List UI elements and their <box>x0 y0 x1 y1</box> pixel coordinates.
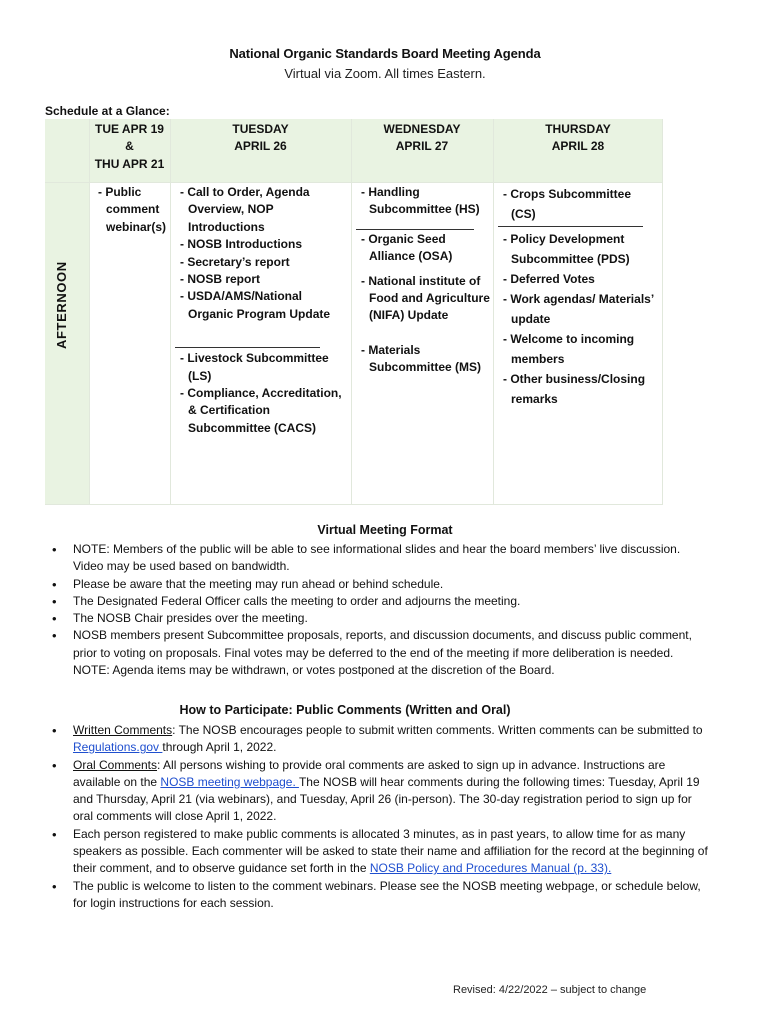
schedule-item: - Materials Subcommittee (MS) <box>361 342 482 375</box>
row-label-afternoon: AFTERNOON <box>54 261 69 349</box>
col3-content <box>498 184 658 409</box>
schedule-item: - Work agendas/ Materials’ update <box>503 292 654 326</box>
separator-line <box>356 229 474 230</box>
schedule-item: - National institute of Food and Agriculture (NIFA) Update <box>361 273 490 323</box>
list-item: • NOTE: Members of the public will be able to see informational slides and hear the board members’ live discussion. Video may be used based on bandwidth. <box>52 541 712 576</box>
schedule-label: Schedule at a Glance: <box>45 104 170 118</box>
table-divider <box>662 119 663 505</box>
col-header-wednesday <box>351 119 493 182</box>
row-label-cell <box>45 119 89 505</box>
separator-line <box>498 226 643 227</box>
col-header-tuesday <box>170 119 351 182</box>
schedule-item: - Deferred Votes <box>503 272 595 286</box>
list-item: • Please be aware that the meeting may run ahead or behind schedule. <box>52 576 712 593</box>
list-item: • The public is welcome to listen to the comment webinars. Please see the NOSB meeting webpage, or schedule below, for login instructions for each session. <box>52 878 712 913</box>
written-text-end: through April 1, 2022. <box>162 740 277 755</box>
table-divider <box>45 182 663 183</box>
col-header-line: THU APR 21 <box>94 156 165 171</box>
table-divider <box>45 504 663 505</box>
col0-content <box>93 184 168 236</box>
schedule-item: - Secretary’s report <box>180 254 290 269</box>
list-item: • The Designated Federal Officer calls the meeting to order and adjourns the meeting. <box>52 593 712 610</box>
col2-content <box>356 184 491 377</box>
schedule-item: - Organic Seed Alliance (OSA) <box>361 231 453 264</box>
oral-text: : All persons wishing to provide oral comments are asked to sign up in advance. Instructions are available on the <box>73 757 666 789</box>
col-header-line: TUESDAY <box>232 122 289 136</box>
schedule-item: - Policy Development Subcommittee (PDS) <box>503 232 630 266</box>
schedule-item: - NOSB Introductions <box>180 237 302 252</box>
page-title: National Organic Standards Board Meeting Agenda <box>229 46 541 61</box>
col-header-line: APRIL 26 <box>234 139 287 154</box>
schedule-item: - NOSB report <box>180 272 261 287</box>
regulations-gov-link[interactable]: Regulations.gov <box>73 740 163 755</box>
schedule-item: - Welcome to incoming members <box>503 332 635 366</box>
format-list <box>52 541 712 679</box>
schedule-item: - Other business/Closing remarks <box>503 372 646 406</box>
list-item <box>52 722 712 757</box>
schedule-item: - USDA/AMS/National Organic Program Update <box>180 289 331 321</box>
oral-comments-label: Oral Comments <box>73 757 158 772</box>
schedule-item: - Handling Subcommittee (HS) <box>361 185 480 217</box>
col-header-line: APRIL 27 <box>395 139 449 154</box>
col-header-line: & <box>125 139 134 154</box>
col-header-line: THURSDAY <box>545 122 611 136</box>
table-divider <box>351 119 352 505</box>
schedule-item: - Compliance, Accreditation, & Certification Subcommittee (CACS) <box>180 386 342 435</box>
revision-footer: Revised: 4/22/2022 – subject to change <box>453 984 647 996</box>
col-header-line: APRIL 28 <box>551 139 605 154</box>
schedule-item: - Crops Subcommittee (CS) <box>503 187 632 221</box>
table-divider <box>170 119 171 505</box>
list-item: • NOSB members present Subcommittee proposals, reports, and discussion documents, and discuss public comment, prior to voting on proposals. Final votes may be deferred to the end of the meeting if more deliberation is needed. NOTE: Agenda items may be withdrawn, or votes postponed at the discretion of the Board. <box>52 627 712 679</box>
format-heading: Virtual Meeting Format <box>317 523 453 537</box>
written-comments-label: Written Comments <box>73 723 173 737</box>
col-header-line: TUE APR 19 <box>95 122 164 136</box>
schedule-item: - Livestock Subcommittee (LS) <box>180 351 329 383</box>
participate-list <box>52 722 712 912</box>
col-header-thursday <box>493 119 663 182</box>
oral-text-end: The NOSB will hear comments during the following times: Tuesday, April 19 and Thursday, April 21 (via webinars), and Tuesday, April 26 (in-person). The 30-day registration period to sign up for oral comments will close April 1, 2022. <box>73 774 700 824</box>
col1-content <box>175 184 345 437</box>
table-divider <box>493 119 494 505</box>
page-subtitle: Virtual via Zoom. All times Eastern. <box>284 66 486 81</box>
schedule-table <box>45 119 663 505</box>
separator-line <box>175 347 320 348</box>
list-item <box>52 757 712 826</box>
nosb-meeting-webpage-link[interactable]: NOSB meeting webpage. <box>160 774 299 789</box>
policy-manual-link[interactable]: NOSB Policy and Procedures Manual (p. 33). <box>369 861 612 876</box>
each-person-text: Each person registered to make public comments is allocated 3 minutes, as in past years, to allow time for as many speakers as possible. Each commenter will be asked to state their name and affiliation for the record at the beginning of their comment, and to observe guidance set forth in the <box>73 826 708 876</box>
schedule-item: - Call to Order, Agenda Overview, NOP Introductions <box>180 185 310 234</box>
table-divider <box>89 119 90 505</box>
list-item <box>52 826 712 878</box>
written-text: : The NOSB encourages people to submit written comments. Written comments can be submitted to <box>172 723 703 737</box>
col-header-tue-thu <box>89 119 170 182</box>
participate-heading: How to Participate: Public Comments (Written and Oral) <box>179 703 511 717</box>
col-header-line: WEDNESDAY <box>383 122 461 136</box>
list-item: • The NOSB Chair presides over the meeting. <box>52 610 712 627</box>
schedule-item: - Public comment webinar(s) <box>98 185 167 234</box>
